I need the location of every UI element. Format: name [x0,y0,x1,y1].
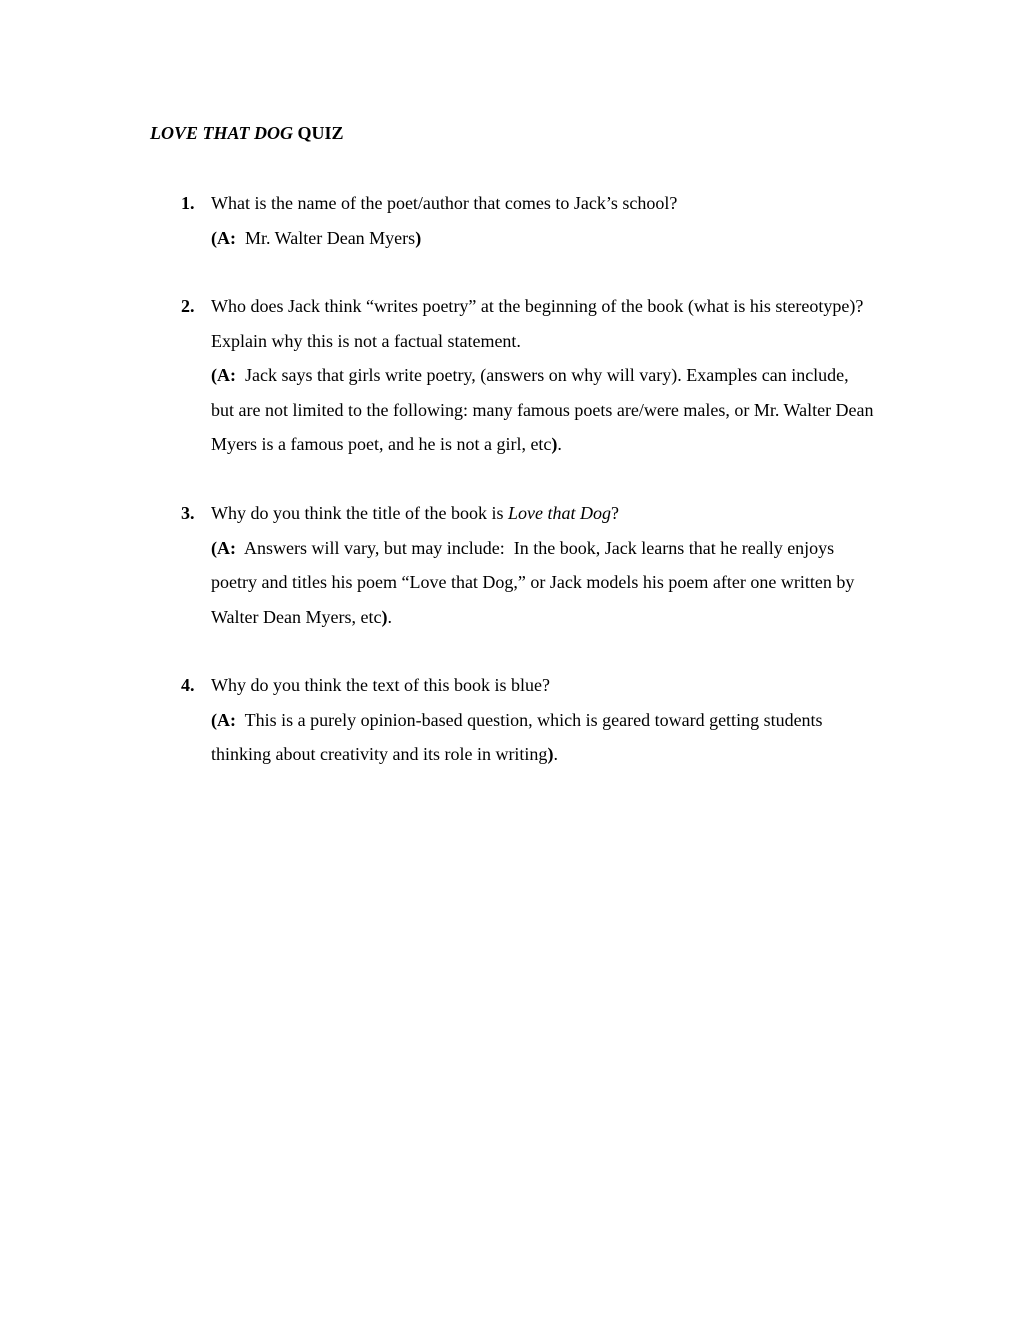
question-text-before: Why do you think the title of the book is [211,503,508,523]
answer-open: (A: [211,537,236,558]
question-text-after: ? [610,503,619,523]
answer-close: ) [551,434,558,454]
question-number: 1. [181,193,195,213]
question-text: Who does Jack think “writes poetry” at the beginning of the book (what is his stereotype)? Explain why this is not a factual statement. [211,296,868,351]
answer-end: . [387,606,392,627]
answer-close: ) [381,606,388,627]
question-number: 2. [181,296,195,316]
question-body [211,668,876,772]
question-body [211,289,879,462]
question-text: Why do you think the text of this book is blue? [211,675,550,695]
answer-close: ) [415,227,422,248]
answer-content: Jack says that girls write poetry, (answers on why will vary). Examples can include, but are not limited to the following: many famous poets are/were males, or Mr. Walter Dean Myers is a famous poet, and he is not a girl, etc [211,365,879,454]
answer-open: (A: [211,227,236,248]
question-book-title: Love that Dog [507,503,611,523]
answer-text [211,221,876,256]
answer-text [211,703,876,772]
answer-content: Mr. Walter Dean Myers [236,227,416,248]
question-text: What is the name of the poet/author that comes to Jack’s school? [211,193,678,213]
title-book-name: LOVE THAT DOG [150,123,294,143]
answer-end: . [553,744,558,764]
answer-text [211,531,876,635]
question-body [211,496,876,634]
answer-text [211,358,879,462]
question-number: 3. [181,503,195,523]
page-title [150,122,344,144]
answer-close: ) [547,744,554,764]
answer-open: (A: [211,709,236,730]
question-body [211,186,876,255]
answer-content: Answers will vary, but may include: In the book, Jack learns that he really enjoys poetry and titles his poem “Love that Dog,” or Jack models his poem after one written by Walter Dean Myers, etc [211,537,859,627]
question-text [211,496,876,531]
answer-content: This is a purely opinion-based question, which is geared toward getting students thinking about creativity and its role in writing [211,709,828,764]
question-number: 4. [181,675,195,695]
title-suffix: QUIZ [293,123,344,143]
answer-open: (A: [211,365,236,385]
answer-end: . [557,434,562,454]
